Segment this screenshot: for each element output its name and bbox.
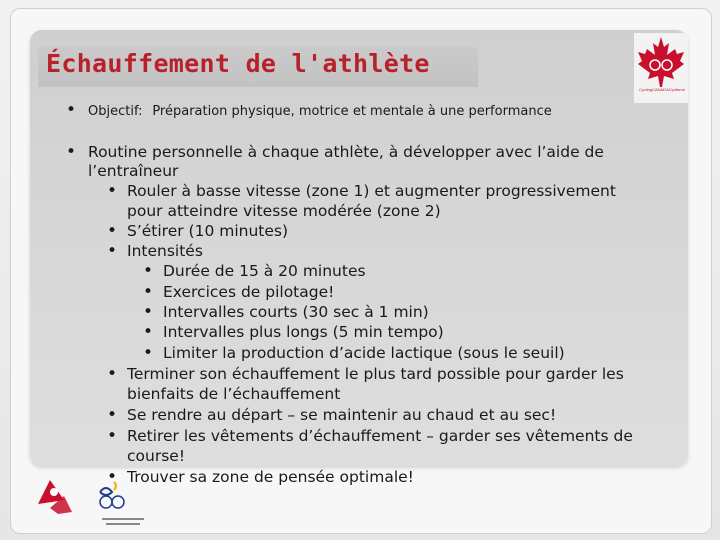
bullet-dot: • — [143, 343, 154, 363]
bullet-dot: • — [107, 221, 118, 241]
sub-sub-bullet-text: Exercices de pilotage! — [163, 283, 335, 301]
bullet-dot: • — [66, 100, 77, 120]
sub-bullet-etirer — [107, 221, 289, 241]
sub-bullet-text: pour atteindre vitesse modérée (zone 2) — [127, 202, 441, 220]
bullet-dot: • — [107, 241, 118, 261]
sub-bullet-text: S’étirer (10 minutes) — [127, 222, 289, 240]
bullet-dot: • — [143, 261, 154, 281]
sub-bullet-text: Trouver sa zone de pensée optimale! — [127, 468, 414, 486]
bullet-routine — [66, 142, 604, 162]
sub-sub-bullet — [143, 261, 366, 281]
sub-sub-bullet — [143, 322, 444, 342]
sub-bullet-rouler — [107, 181, 616, 201]
sub-sub-bullet — [143, 282, 335, 302]
bullet-dot: • — [107, 405, 118, 425]
sub-bullet-text: Intensités — [127, 242, 203, 260]
sub-bullet-text: Retirer les vêtements d’échauffement – garder ses vêtements de — [127, 427, 633, 445]
bullet-dot: • — [107, 364, 118, 384]
sub-bullet-retirer — [107, 426, 633, 446]
sub-bullet-text: Se rendre au départ – se maintenir au chaud et au sec! — [127, 406, 557, 424]
bullet-dot: • — [143, 282, 154, 302]
sub-bullet-zone — [107, 467, 414, 487]
sub-bullet-text: Rouler à basse vitesse (zone 1) et augmenter progressivement — [127, 182, 616, 200]
routine-line2-row — [88, 161, 178, 181]
sub-bullet-retirer-cont — [127, 446, 185, 466]
sub-sub-bullet-text: Durée de 15 à 20 minutes — [163, 262, 366, 280]
slide-title: Échauffement de l'athlète — [46, 49, 430, 78]
bullet-dot: • — [66, 142, 77, 162]
sub-sub-bullet — [143, 302, 429, 322]
sub-bullet-terminer — [107, 364, 624, 384]
cycling-canada-logo — [634, 33, 688, 103]
maple-leaf-icon — [634, 33, 688, 91]
sub-bullet-text: course! — [127, 447, 186, 465]
bullet-dot: • — [107, 426, 118, 446]
bullet-dot: • — [107, 467, 118, 487]
partner-logo-icon — [30, 468, 150, 530]
sub-bullet-terminer-cont — [127, 384, 340, 404]
bullet-dot: • — [143, 302, 154, 322]
sub-sub-bullet-text: Limiter la production d’acide lactique (sous le seuil) — [163, 344, 565, 362]
objectif-label: Objectif: — [88, 104, 143, 119]
sub-bullet-text: bienfaits de l’échauffement — [127, 385, 341, 403]
sub-sub-bullet-text: Intervalles plus longs (5 min tempo) — [163, 323, 444, 341]
sub-bullet-text: Terminer son échauffement le plus tard possible pour garder les — [127, 365, 624, 383]
sub-bullet-intensites — [107, 241, 203, 261]
bullet-dot: • — [143, 322, 154, 342]
objectif-text: Préparation physique, motrice et mentale à une performance — [152, 104, 552, 119]
routine-line2: l’entraîneur — [88, 162, 179, 180]
sub-sub-bullet — [143, 343, 565, 363]
partner-logo — [30, 468, 150, 530]
bullet-objectif — [66, 100, 552, 122]
logo-caption: CyclingCANADACyclisme — [638, 87, 685, 92]
sub-sub-bullet-text: Intervalles courts (30 sec à 1 min) — [163, 303, 429, 321]
sub-bullet-depart — [107, 405, 557, 425]
bullet-dot: • — [107, 181, 118, 201]
sub-bullet-rouler-cont — [127, 201, 441, 221]
routine-line1: Routine personnelle à chaque athlète, à développer avec l’aide de — [88, 143, 604, 161]
